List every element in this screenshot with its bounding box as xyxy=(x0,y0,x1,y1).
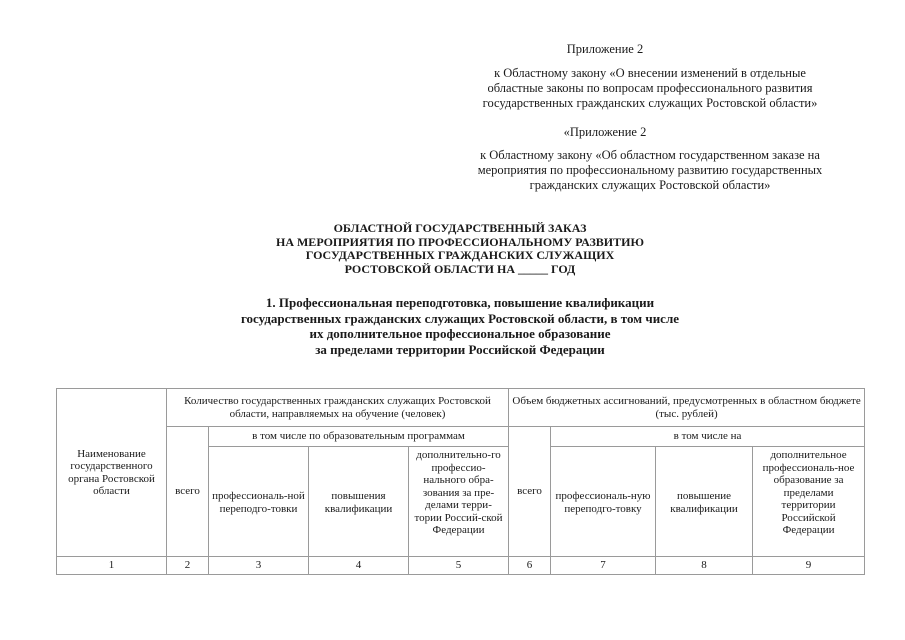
section-title-line: за пределами территории Российской Федерации xyxy=(315,341,605,357)
budget-retraining-header: профессиональ-ную переподго-товку xyxy=(551,447,656,557)
staff-count-header: Количество государственных гражданских служащих Ростовской области, направляемых на обучение (человек) xyxy=(167,389,509,427)
document-title-line: ГОСУДАРСТВЕННЫХ ГРАЖДАНСКИХ СЛУЖАЩИХ xyxy=(305,248,615,262)
document-title-line: РОСТОВСКОЙ ОБЛАСТИ НА _____ ГОД xyxy=(344,261,576,276)
budget-abroad-education-header: дополнительное профессиональ-ное образование за пределами территории Российской Федерации xyxy=(753,447,865,557)
document-title-line: НА МЕРОПРИЯТИЯ ПО ПРОФЕССИОНАЛЬНОМУ РАЗВИТИЮ xyxy=(275,234,644,249)
column-number: 7 xyxy=(551,557,656,575)
budget-qualification-header: повышение квалификации xyxy=(656,447,753,557)
column-number: 5 xyxy=(409,557,509,575)
annex-2-reference xyxy=(425,148,875,193)
annex-1-line: областные законы по вопросам профессионального развития xyxy=(487,81,813,95)
column-number: 2 xyxy=(167,557,209,575)
section-title-line: 1. Профессиональная переподготовка, повышение квалификации xyxy=(265,295,655,310)
staff-total-header: всего xyxy=(167,427,209,557)
column-number: 3 xyxy=(209,557,309,575)
section-title-line: государственных гражданских служащих Ростовской области, в том числе xyxy=(240,310,680,326)
order-table xyxy=(56,388,865,575)
annex-1-title: Приложение 2 xyxy=(566,42,644,56)
annex-1-line: к Областному закону «О внесении изменений в отдельные xyxy=(494,66,806,80)
annex-2-line: гражданских служащих Ростовской области» xyxy=(529,178,771,192)
staff-abroad-education-header: дополнительно-го профессио-нального обра-зования за пре-делами терри-тории Россий-ской Федерации xyxy=(409,447,509,557)
section-title xyxy=(150,295,770,357)
org-name-header: Наименование государственного органа Ростовской области xyxy=(57,389,167,557)
column-number: 6 xyxy=(509,557,551,575)
column-number: 1 xyxy=(57,557,167,575)
annex-2-line: мероприятия по профессиональному развитию государственных xyxy=(477,163,823,177)
annex-2-line: к Областному закону «Об областном государственном заказе на xyxy=(480,148,820,162)
staff-programs-subheader: в том числе по образовательным программам xyxy=(209,427,509,447)
column-number: 9 xyxy=(753,557,865,575)
budget-total-header: всего xyxy=(509,427,551,557)
section-title-line: их дополнительное профессиональное образование xyxy=(309,326,611,341)
annex-1-reference xyxy=(430,66,870,111)
budget-header: Объем бюджетных ассигнований, предусмотренных в областном бюджете (тыс. рублей) xyxy=(509,389,865,427)
column-number: 4 xyxy=(309,557,409,575)
staff-retraining-header: профессиональ-ной переподго-товки xyxy=(209,447,309,557)
annex-2-title: «Приложение 2 xyxy=(563,125,647,139)
column-number: 8 xyxy=(656,557,753,575)
document-title-line: ОБЛАСТНОЙ ГОСУДАРСТВЕННЫЙ ЗАКАЗ xyxy=(333,221,587,235)
staff-qualification-header: повышения квалификации xyxy=(309,447,409,557)
document-title xyxy=(150,222,770,276)
budget-breakdown-subheader: в том числе на xyxy=(551,427,865,447)
annex-1-line: государственных гражданских служащих Ростовской области» xyxy=(482,96,818,110)
